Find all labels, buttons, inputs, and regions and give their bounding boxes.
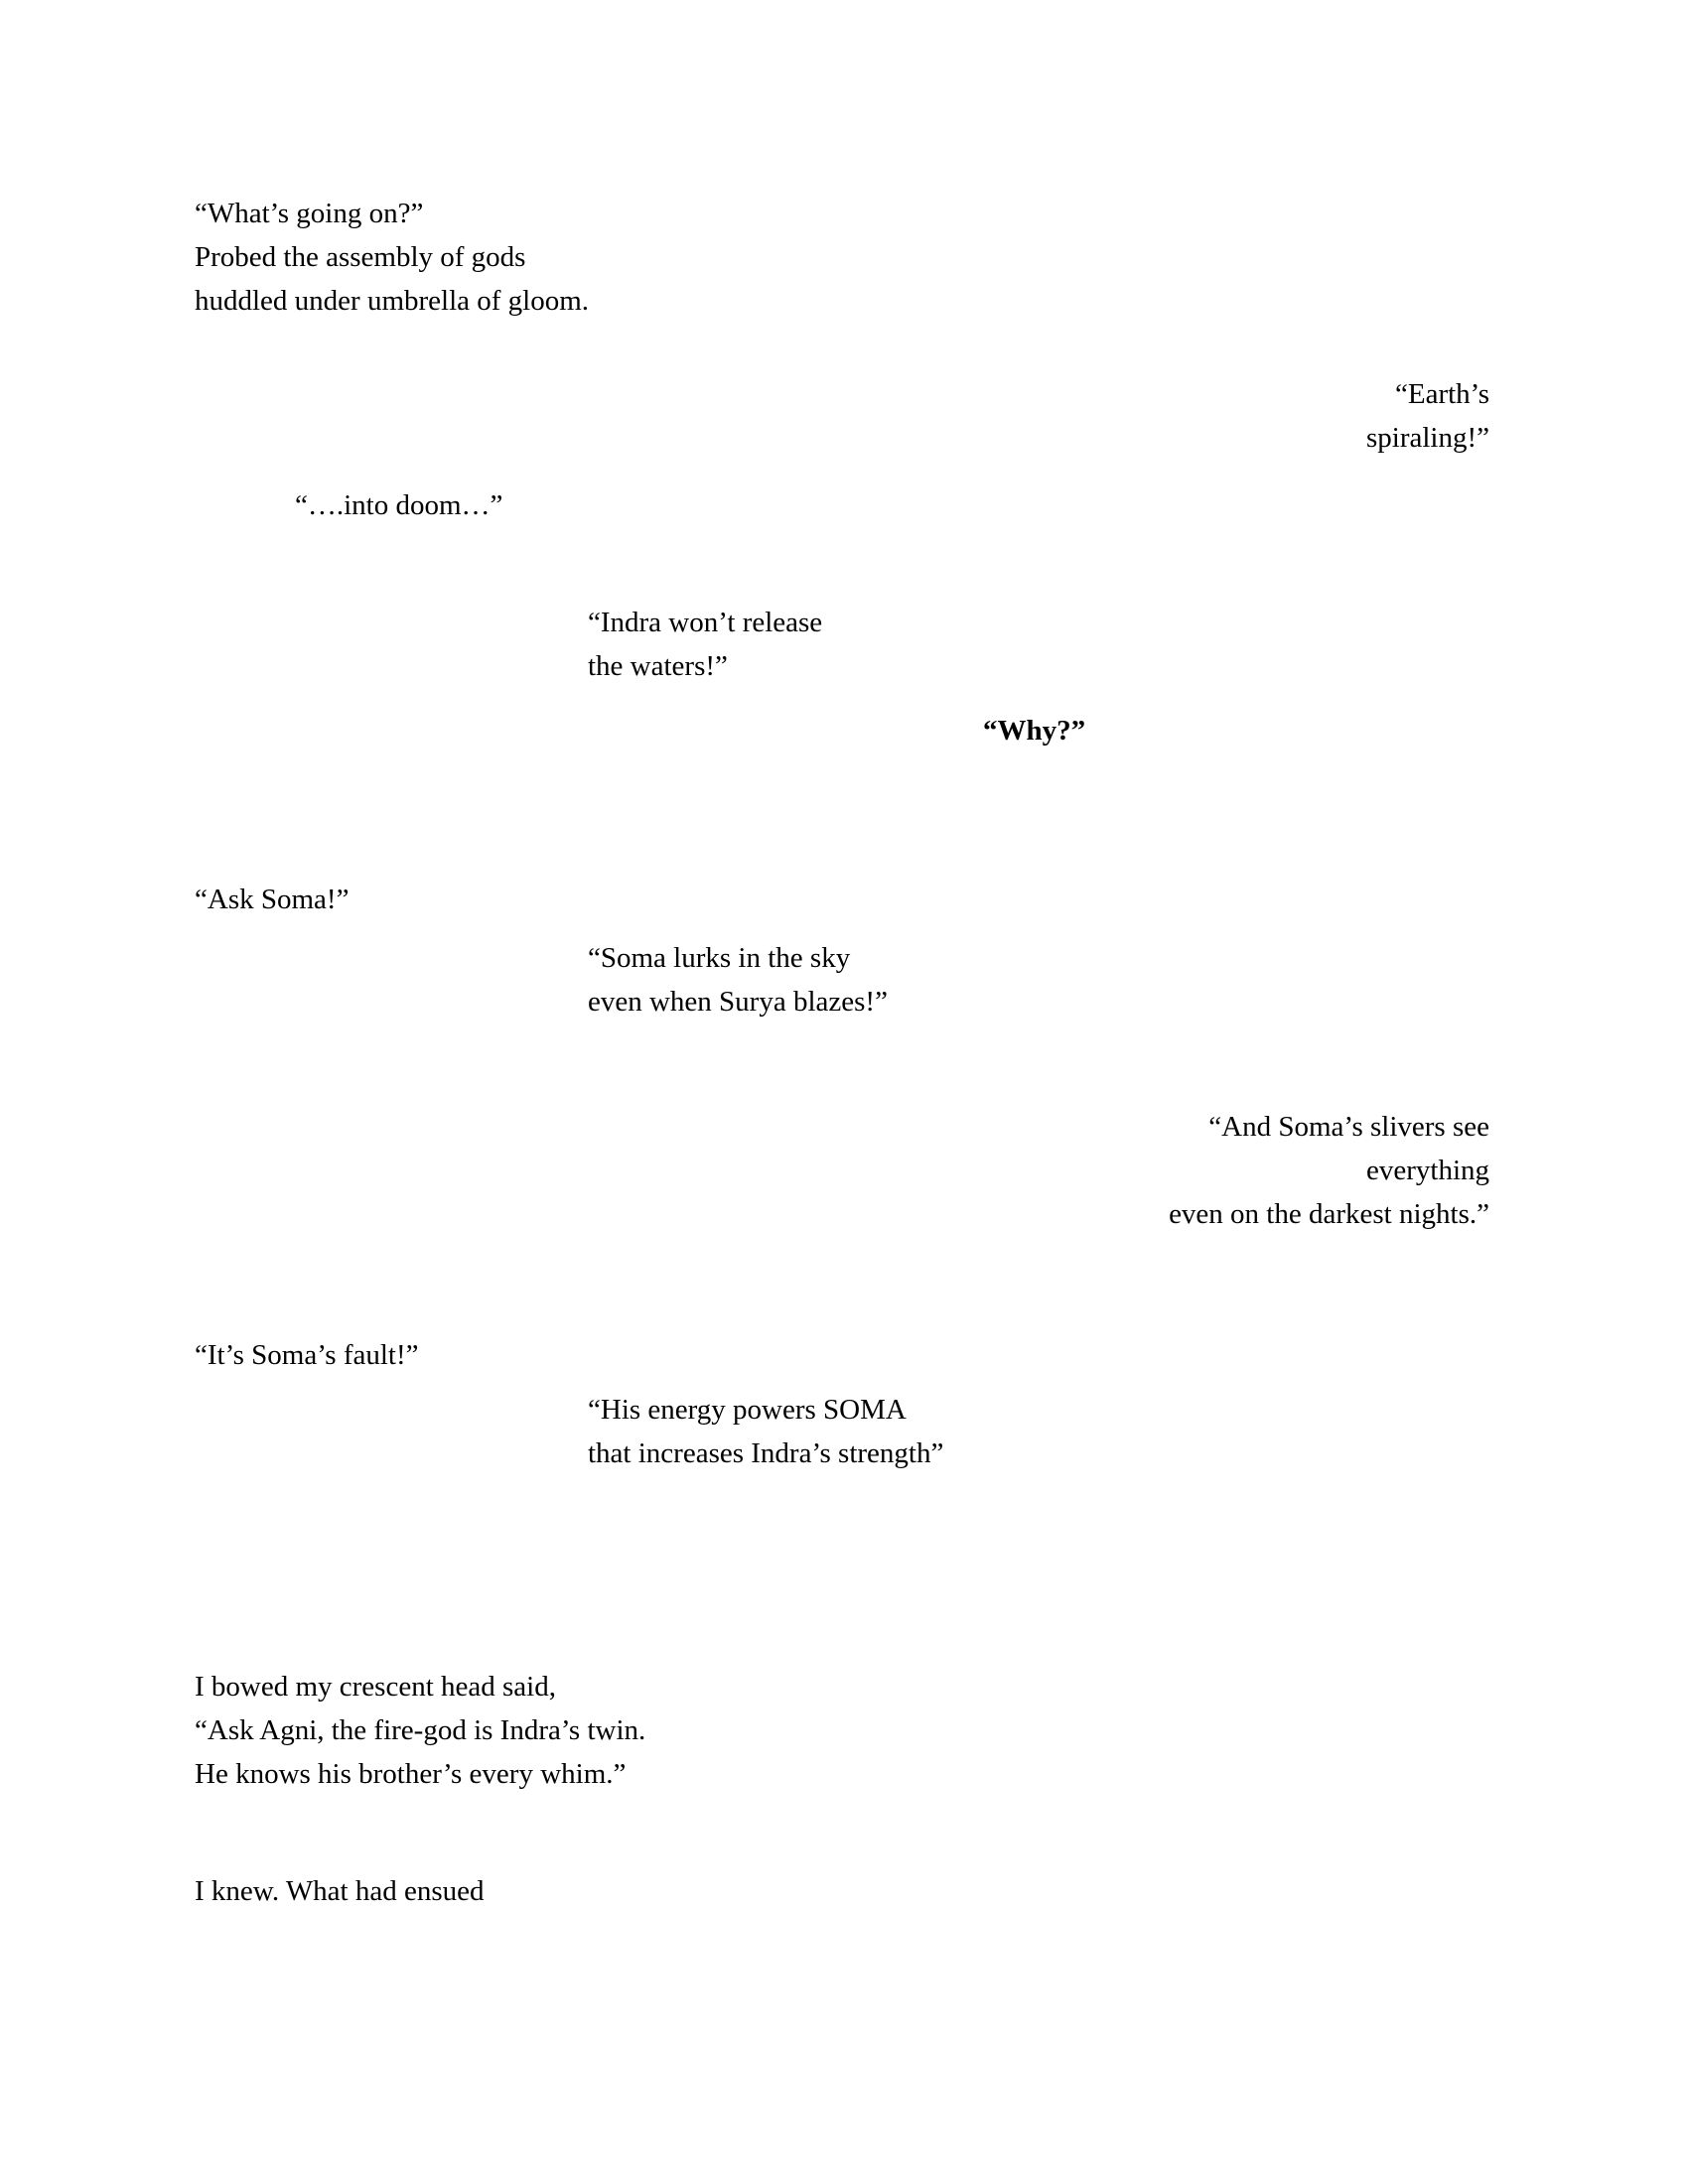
- poem-line: “Earth’s: [1394, 378, 1489, 410]
- stanza-i-knew: [195, 1869, 890, 1913]
- stanza-earths-spiraling: [695, 372, 1489, 460]
- poem-line: “It’s Soma’s fault!”: [195, 1339, 419, 1371]
- poem-line: even when Surya blazes!”: [588, 986, 888, 1019]
- poem-line: huddled under umbrella of gloom.: [195, 285, 590, 318]
- stanza-his-energy: [588, 1388, 1283, 1475]
- stanza-indra-wont-release: [588, 601, 1283, 688]
- poem-line: “Ask Soma!”: [195, 884, 350, 915]
- poem-line: “Indra won’t release: [588, 607, 823, 638]
- poem-line: “Soma lurks in the sky: [588, 942, 851, 974]
- stanza-why: [983, 709, 1380, 752]
- poem-line: I bowed my crescent head said,: [195, 1671, 556, 1703]
- poem-line: spiraling!”: [1365, 422, 1489, 455]
- poem-line: “His energy powers SOMA: [588, 1394, 907, 1426]
- poem-line: that increases Indra’s strength”: [588, 1437, 944, 1470]
- poem-line: “What’s going on?”: [195, 198, 424, 229]
- poem-line: the waters!”: [588, 650, 728, 683]
- poem-line: “Ask Agni, the fire-god is Indra’s twin.: [195, 1714, 646, 1747]
- poem-line: Probed the assembly of gods: [195, 241, 526, 274]
- stanza-bowed-crescent-head: [195, 1665, 989, 1796]
- stanza-soma-slivers: [695, 1105, 1489, 1236]
- stanza-ask-soma: [195, 878, 790, 921]
- poem-line: “….into doom…”: [295, 489, 503, 521]
- stanza-somas-fault: [195, 1333, 790, 1377]
- poem-line: “And Soma’s slivers see: [1208, 1111, 1489, 1143]
- poem-line: “Why?”: [983, 715, 1086, 747]
- stanza-into-doom: [295, 483, 891, 527]
- poem-line: even on the darkest nights.”: [1169, 1198, 1489, 1231]
- stanza-soma-lurks: [588, 936, 1283, 1024]
- poem-line: I knew. What had ensued: [195, 1875, 485, 1907]
- poem-line: everything: [1365, 1155, 1489, 1187]
- poem-line: He knows his brother’s every whim.”: [195, 1758, 627, 1791]
- stanza-opening-question: [195, 192, 890, 323]
